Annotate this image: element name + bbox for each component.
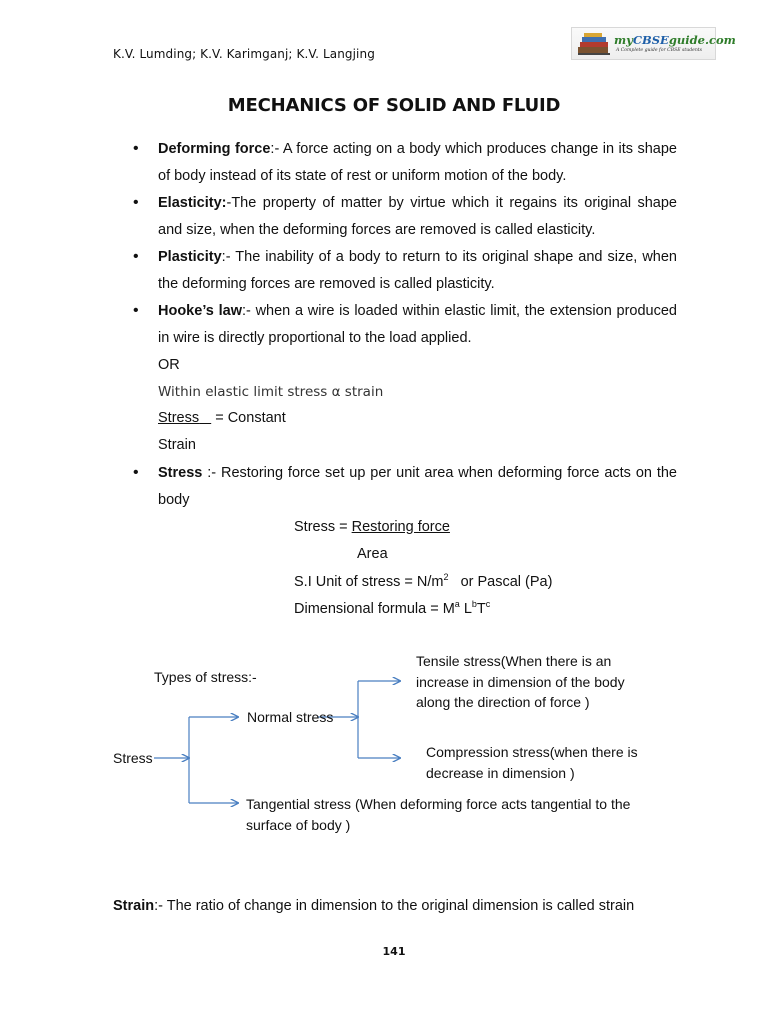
tensile-stress-label: Tensile stress(When there is an increase in dimension of the body along the direction of force )	[416, 653, 625, 710]
bullet: •	[133, 194, 139, 211]
normal-stress-label: Normal stress	[247, 709, 334, 725]
stress-formula-numerator: Restoring force	[351, 519, 450, 535]
logo-tagline: A Complete guide for CBSE students	[616, 48, 703, 53]
definition-elasticity: Elasticity:-The property of matter by virtue which it regains its original shape and size, when the deforming forces are removed is called elasticity.	[158, 195, 677, 238]
compression-stress-label: Compression stress(when there is decrease in dimension )	[426, 744, 638, 781]
hooke-ratio-denominator: Strain	[158, 437, 196, 453]
hooke-proportional: Within elastic limit stress α strain	[158, 384, 384, 400]
stress-formula-denominator: Area	[357, 546, 388, 562]
page-title: MECHANICS OF SOLID AND FLUID	[227, 95, 561, 116]
term-elasticity: Elasticity:	[158, 195, 227, 211]
page-number: 141	[382, 945, 406, 958]
header-schools: K.V. Lumding; K.V. Karimganj; K.V. Langjing	[113, 47, 375, 61]
definition-plasticity: Plasticity:- The inability of a body to return to its original shape and size, when the deforming forces are removed is called plasticity.	[158, 249, 677, 292]
hooke-ratio-numerator: Stress	[158, 410, 200, 426]
stress-dimensional-formula: Dimensional formula = $M^a$ $L^bT^c$	[294, 599, 491, 617]
types-of-stress-label: Types of stress:-	[154, 669, 257, 685]
definition-deforming-force: Deforming force:- A force acting on a body which produces change in its shape of body instead of its state of rest or uniform motion of the body.	[158, 141, 677, 184]
stress-root-label: Stress	[113, 750, 153, 766]
stress-formula: Stress = Restoring force	[294, 519, 450, 535]
term-plasticity: Plasticity	[158, 249, 222, 265]
term-stress: Stress	[158, 465, 203, 481]
bullet: •	[133, 302, 139, 319]
term-strain: Strain	[113, 898, 155, 914]
term-hookes-law: Hooke’s law	[158, 303, 242, 319]
definition-hookes-law: Hooke’s law:- when a wire is loaded within elastic limit, the extension produced in wire is directly proportional to the load applied.	[158, 303, 677, 346]
definition-stress: Stress :- Restoring force set up per unit area when deforming force acts on the body	[158, 465, 677, 508]
tangential-stress-label: Tangential stress (When deforming force acts tangential to the surface of body )	[246, 796, 631, 833]
definition-strain: Strain:- The ratio of change in dimension to the original dimension is called strain	[113, 898, 635, 914]
bullet: •	[133, 140, 139, 157]
hooke-or: OR	[158, 357, 180, 373]
hooke-ratio-equals: = Constant	[215, 410, 286, 426]
stress-si-unit: S.I Unit of stress = $N/m^2$ or Pascal (Pa)	[294, 572, 553, 590]
logo-brand: myCBSEguide.com	[614, 33, 736, 47]
term-deforming-force: Deforming force	[158, 141, 271, 157]
bullet: •	[133, 248, 139, 265]
bullet: •	[133, 464, 139, 481]
